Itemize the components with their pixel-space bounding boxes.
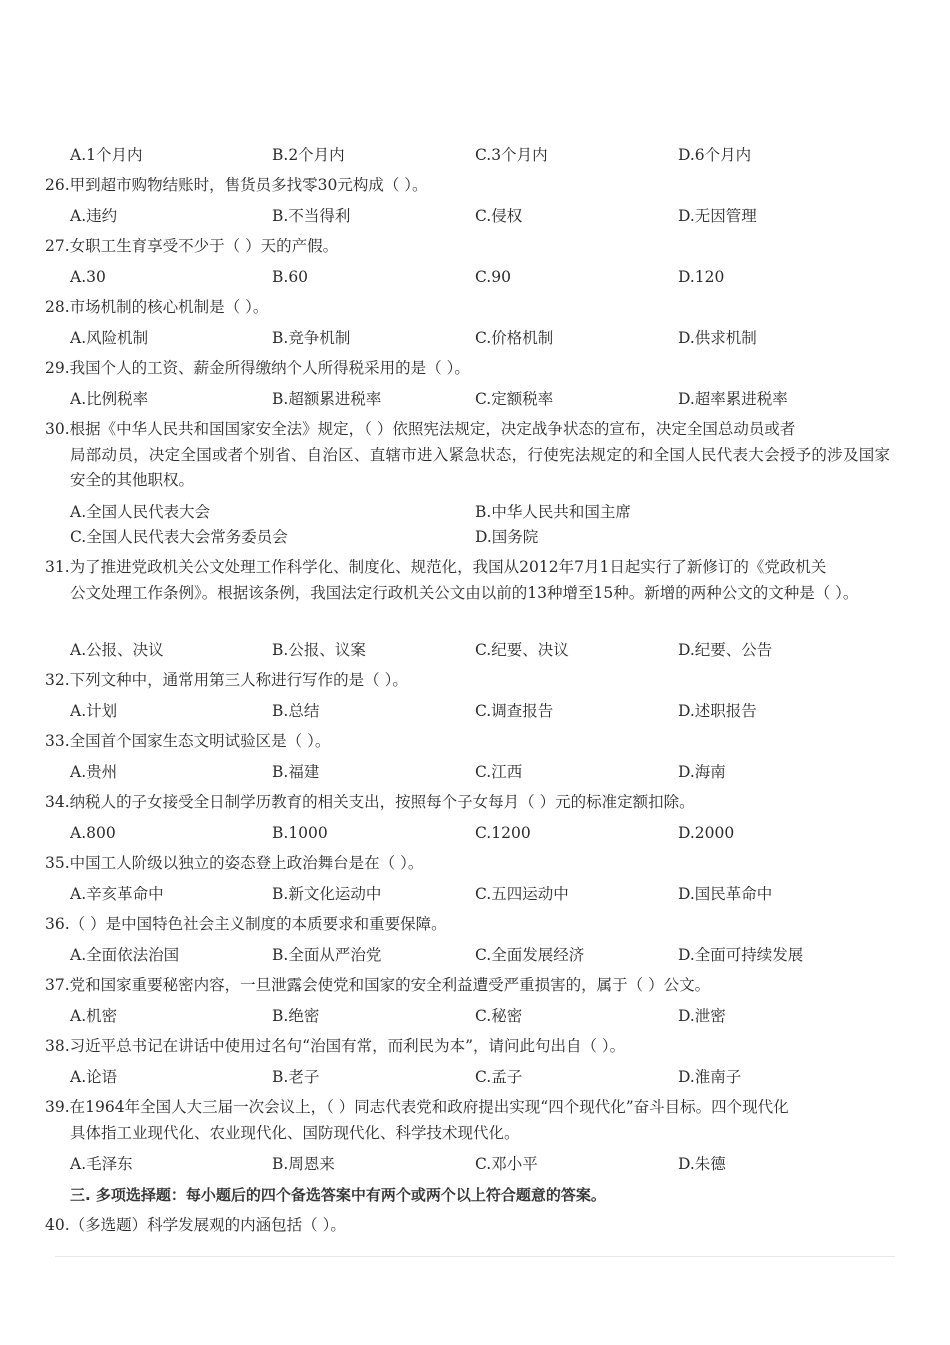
option-c: C.90 bbox=[475, 268, 511, 286]
question-31-line1: 31.为了推进党政机关公文处理工作科学化、制度化、规范化，我国从2012年7月1日起实行了新修订的《党政机关 bbox=[45, 558, 827, 576]
q38-options bbox=[70, 1064, 900, 1090]
question-34: 34.纳税人的子女接受全日制学历教育的相关支出，按照每个子女每月（ ）元的标准定额扣除。 bbox=[45, 793, 695, 811]
option-b: B.2个月内 bbox=[272, 146, 345, 164]
option-b: B.老子 bbox=[272, 1068, 320, 1086]
option-a: A.30 bbox=[70, 268, 106, 286]
question-38: 38.习近平总书记在讲话中使用过名句“治国有常，而利民为本”，请问此句出自（ ）。 bbox=[45, 1037, 626, 1055]
q34-options bbox=[70, 820, 900, 846]
option-d: D.国民革命中 bbox=[678, 885, 773, 903]
option-b: B.中华人民共和国主席 bbox=[475, 503, 631, 521]
option-d: D.超率累进税率 bbox=[678, 390, 788, 408]
option-c: C.全面发展经济 bbox=[475, 946, 585, 964]
option-c: C.孟子 bbox=[475, 1068, 523, 1086]
section-3-heading: 三. 多项选择题：每小题后的四个备选答案中有两个或两个以上符合题意的答案。 bbox=[70, 1186, 606, 1204]
option-b: B.竞争机制 bbox=[272, 329, 351, 347]
q30-options-row1 bbox=[70, 499, 900, 525]
option-b: B.新文化运动中 bbox=[272, 885, 382, 903]
option-c: C.定额税率 bbox=[475, 390, 554, 408]
option-c: C.调查报告 bbox=[475, 702, 554, 720]
question-39 bbox=[45, 1095, 890, 1146]
question-29: 29.我国个人的工资、薪金所得缴纳个人所得税采用的是（ ）。 bbox=[45, 359, 470, 377]
option-c: C.全国人民代表大会常务委员会 bbox=[70, 528, 288, 546]
question-37: 37.党和国家重要秘密内容，一旦泄露会使党和国家的安全利益遭受严重损害的，属于（ ）公文。 bbox=[45, 976, 711, 994]
q36-options bbox=[70, 942, 900, 968]
option-b: B.绝密 bbox=[272, 1007, 320, 1025]
q28-options bbox=[70, 325, 900, 351]
q26-options bbox=[70, 203, 900, 229]
question-30-continuation: 局部动员，决定全国或者个别省、自治区、直辖市进入紧急状态，行使宪法规定的和全国人民代表大会授予的涉及国家安全的其他职权。 bbox=[70, 445, 890, 489]
q33-options bbox=[70, 759, 900, 785]
option-b: B.公报、议案 bbox=[272, 641, 366, 659]
option-d: D.泄密 bbox=[678, 1007, 726, 1025]
option-d: D.国务院 bbox=[475, 528, 539, 546]
question-30 bbox=[45, 417, 890, 494]
option-c: C.五四运动中 bbox=[475, 885, 569, 903]
option-d: D.6个月内 bbox=[678, 146, 752, 164]
option-d: D.2000 bbox=[678, 824, 735, 842]
option-d: D.述职报告 bbox=[678, 702, 757, 720]
question-28: 28.市场机制的核心机制是（ ）。 bbox=[45, 298, 269, 316]
option-d: D.朱德 bbox=[678, 1155, 726, 1173]
q31-options bbox=[70, 637, 900, 663]
option-c: C.秘密 bbox=[475, 1007, 523, 1025]
option-c: C.侵权 bbox=[475, 207, 523, 225]
option-a: A.计划 bbox=[70, 702, 118, 720]
question-39-continuation: 具体指工业现代化、农业现代化、国防现代化、科学技术现代化。 bbox=[70, 1123, 520, 1142]
question-36: 36.（ ）是中国特色社会主义制度的本质要求和重要保障。 bbox=[45, 915, 447, 933]
option-c: C.纪要、决议 bbox=[475, 641, 569, 659]
question-26: 26.甲到超市购物结账时，售货员多找零30元构成（ ）。 bbox=[45, 176, 428, 194]
option-c: C.江西 bbox=[475, 763, 523, 781]
q27-options bbox=[70, 264, 900, 290]
option-a: A.风险机制 bbox=[70, 329, 149, 347]
option-a: A.全面依法治国 bbox=[70, 946, 180, 964]
q37-options bbox=[70, 1003, 900, 1029]
option-d: D.供求机制 bbox=[678, 329, 757, 347]
option-d: D.海南 bbox=[678, 763, 726, 781]
option-c: C.价格机制 bbox=[475, 329, 554, 347]
option-b: B.60 bbox=[272, 268, 309, 286]
option-c: C.1200 bbox=[475, 824, 531, 842]
question-40: 40.（多选题）科学发展观的内涵包括（ ）。 bbox=[45, 1216, 346, 1234]
option-a: A.机密 bbox=[70, 1007, 118, 1025]
option-b: B.全面从严治党 bbox=[272, 946, 382, 964]
option-b: B.1000 bbox=[272, 824, 328, 842]
option-b: B.周恩来 bbox=[272, 1155, 335, 1173]
option-a: A.公报、决议 bbox=[70, 641, 164, 659]
option-a: A.800 bbox=[70, 824, 116, 842]
question-27: 27.女职工生育享受不少于（ ）天的产假。 bbox=[45, 237, 339, 255]
question-39-line1: 39.在1964年全国人大三届一次会议上，（ ）同志代表党和政府提出实现“四个现代化”奋斗目标。四个现代化 bbox=[45, 1098, 789, 1116]
option-b: B.不当得利 bbox=[272, 207, 351, 225]
q35-options bbox=[70, 881, 900, 907]
option-d: D.120 bbox=[678, 268, 725, 286]
option-a: A.违约 bbox=[70, 207, 118, 225]
q25-options bbox=[70, 142, 900, 168]
question-33: 33.全国首个国家生态文明试验区是（ ）。 bbox=[45, 732, 331, 750]
option-d: D.纪要、公告 bbox=[678, 641, 773, 659]
q30-options-row2 bbox=[70, 524, 900, 550]
option-a: A.1个月内 bbox=[70, 146, 143, 164]
question-31-continuation: 公文处理工作条例》。根据该条例，我国法定行政机关公文由以前的13种增至15种。新增的两种公文的文种是（ ）。 bbox=[70, 583, 859, 602]
question-32: 32.下列文种中，通常用第三人称进行写作的是（ ）。 bbox=[45, 671, 408, 689]
q29-options bbox=[70, 386, 900, 412]
option-d: D.淮南子 bbox=[678, 1068, 742, 1086]
option-b: B.总结 bbox=[272, 702, 320, 720]
option-a: A.比例税率 bbox=[70, 390, 149, 408]
option-d: D.全面可持续发展 bbox=[678, 946, 804, 964]
option-c: C.3个月内 bbox=[475, 146, 548, 164]
q32-options bbox=[70, 698, 900, 724]
option-a: A.辛亥革命中 bbox=[70, 885, 164, 903]
option-b: B.超额累进税率 bbox=[272, 390, 382, 408]
q39-options bbox=[70, 1151, 900, 1177]
option-a: A.论语 bbox=[70, 1068, 118, 1086]
option-b: B.福建 bbox=[272, 763, 320, 781]
page-bottom-divider bbox=[55, 1256, 895, 1257]
option-c: C.邓小平 bbox=[475, 1155, 538, 1173]
question-30-line1: 30.根据《中华人民共和国国家安全法》规定，（ ）依照宪法规定，决定战争状态的宣布，决定全国总动员或者 bbox=[45, 420, 796, 438]
question-35: 35.中国工人阶级以独立的姿态登上政治舞台是在（ ）。 bbox=[45, 854, 424, 872]
option-a: A.全国人民代表大会 bbox=[70, 503, 211, 521]
option-d: D.无因管理 bbox=[678, 207, 757, 225]
option-a: A.贵州 bbox=[70, 763, 118, 781]
option-a: A.毛泽东 bbox=[70, 1155, 133, 1173]
question-31 bbox=[45, 555, 890, 606]
